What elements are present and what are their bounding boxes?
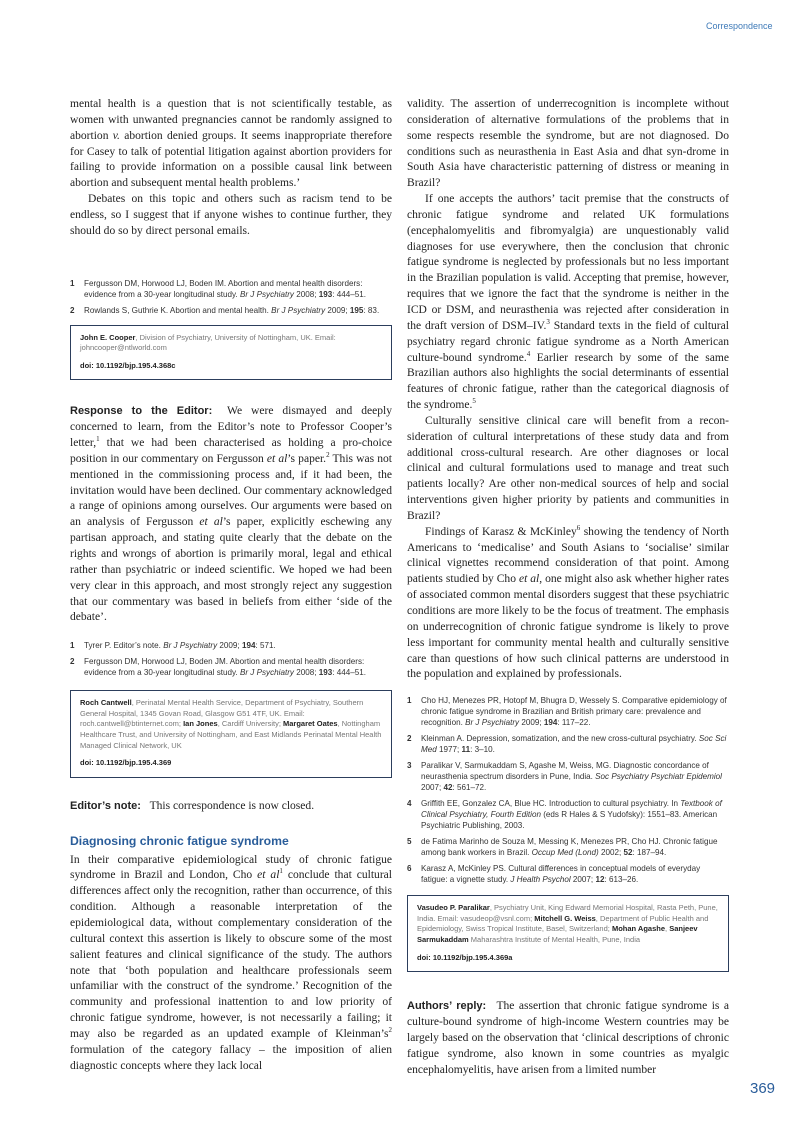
reference-item [407,695,729,728]
text-segment: Soc Sci Med [421,734,727,755]
section-heading: Diagnosing chronic fatigue syndrome [70,833,289,848]
reference-number: 3 [407,761,412,771]
text-segment: Br J Psychiatry [239,668,294,678]
paragraph [70,192,392,240]
text-segment: Maharashtra Institute of Mental Health, Pune, India [468,935,641,944]
text-segment: Occup Med (Lond) [531,848,599,858]
text-segment: showing the tendency of North Americans to ‘medicalise’ and South Asians to ‘socialise’ similar clinical vignettes recommend consideration of that point. Among patients studied by Cho [407,525,729,586]
author-affiliation [80,698,382,751]
reference-number: 2 [70,657,75,667]
text-segment: Mohan Agashe [611,924,666,934]
text-segment: Culturally sensitive clinical care will benefit from a recon-sideration of cultural interpretations of these study data and from additional cross-cultural research. Are other diagnoses or local clinical and cultural formulations used to manage and treat such patients locally? Are other non-medical sources of help and social interventions given higher priority by patients and communities in Brazil? [407,414,729,522]
reference-item [70,305,392,316]
reference-item [70,656,392,678]
text-segment: formulation of the category fallacy – the imposition of alien diagnostic concepts where they lack local [70,1043,392,1072]
editors-note [70,799,392,815]
text-segment: conclude that cultural differences affect only the recognition, rather than occurrence, of this condition. Although a reasonable interpretation of the epidemiological data, without complementary consideration of the cultural context this assertion is likely to obscure some of the most salient features and clinical significance of the study. The authors note that ‘both population and healthcare professionals seem unfamiliar with the construct of the syndrome.’ Recognition of the community and professional inattention to and low priority of chronic fatigue syndrome, however, is not necessarily a failing; it may also be regarded as an updated example of Kleinman’s [70,869,392,1040]
text-segment: 42 [443,783,453,793]
text-segment: ’s paper, explicitly eschewing any partisan approach, and stating quite clearly that the debate on the rights and wrongs of abortion is primarily moral, legal and ethical rather than psychiatric or indeed scientific. We hoped we had been very clear in this approach, and most strongly reject any suggestion that our commentary was based in beliefs from either ‘side of the debate’. [70,516,393,624]
text-segment: Standard texts in the field of cultural psychiatry regard chronic fatigue syndrome as a North American culture-bound syndrome. [407,319,729,364]
text-segment: 193 [318,289,333,299]
text-segment: : 613–26. [604,875,639,885]
text-segment: 2009; [217,641,242,651]
text-segment: The assertion that chronic fatigue syndrome is a culture-bound syndrome of high-income Western countries may be largely based on the observation that ‘clinical descriptions of chronic fatigue syndrome, also known in some countries as myalgic encephalomyelitis, have arisen from a limited number [407,1000,729,1076]
citation-superscript: 1 [96,435,100,444]
text-segment: Rowlands S, Guthrie K. Abortion and mental health. [84,305,272,315]
text-segment: This was not mentioned in the commissioning process and, if it had been, the invitation would have been declined. Our commentary acknowledged a range of opinions among ourselves. Our arguments were based on an analysis of Fergusson [70,452,392,529]
text-segment: : 187–94. [632,848,667,858]
text-segment: Findings of Karasz & McKinley [425,525,577,538]
text-segment: , Perinatal Mental Health Service, Department of Psychiatry, Southern General Hospital, 1345 Govan Road, Glasgow G51 4TF, UK. Email: roch.cantwell@btinternet.com; [80,698,364,729]
paralikar-author-box [407,895,729,972]
text-segment: 193 [318,668,333,678]
text-segment: validity. The assertion of underrecognition is incomplete without consideration of alternative formulations of the problems that in some respects resemble the syndrome, but are not diagnosed. Do conditions such as neurasthenia in East Asia and dhat syn-drome in South Asia have characteristic patterning of distress or meaning in Brazil? [407,98,729,190]
reference-item [70,278,392,300]
paragraph [407,414,729,525]
reference-number: 2 [407,734,412,744]
reference-item [70,640,392,651]
text-segment: Fergusson DM, Horwood LJ, Boden JM. Abortion and mental health disorders: evidence from a 30-year longitudinal study. [84,657,365,678]
response-references [70,640,392,678]
text-segment: Sanjeev Sarmukaddam [417,924,698,944]
text-segment: : 444–51. [332,668,366,678]
text-segment: Griffith EE, Gonzalez CA, Blue HC. Introduction to cultural psychiatry. In [421,799,681,809]
citation-superscript: 3 [546,317,550,326]
text-segment: Roch Cantwell [80,698,132,708]
citation-superscript: 2 [326,451,330,460]
citation-superscript: 1 [279,867,283,876]
reference-item [407,798,729,831]
text-segment: 194 [543,718,558,728]
doi[interactable]: doi: 10.1192/bjp.195.4.369a [417,952,513,962]
cfs-letter-continued [407,97,729,683]
text-segment: Tyrer P. Editor’s note. [84,641,164,651]
response-lead: Response to the Editor: [70,405,213,418]
reply-lead: Authors’ reply: [407,1000,487,1013]
text-segment: ’s paper. [287,452,327,465]
text-segment: Vasudeo P. Paralikar [417,903,490,913]
text-segment: Paralikar V, Sarmukaddam S, Agashe M, Weiss, MG. Diagnostic concordance of neurasthenia spectrum disorders in Pune, India. [421,761,709,782]
text-segment: We were dismayed and deeply concerned to learn, from the Editor’s note to Professor Cooper’s letter, [70,405,392,450]
text-segment: Kleinman A. Depression, somatization, and the new cross-cultural psychiatry. [421,734,699,744]
running-header: Correspondence [706,21,773,31]
text-segment: : 3–10. [470,745,495,755]
cantwell-author-box [70,690,392,778]
text-segment: Karasz A, McKinley PS. Cultural differences in conceptual models of everyday fatigue: a vignette study. [421,864,701,885]
text-segment: 1977; [436,745,462,755]
text-segment: et al [199,516,223,529]
text-segment: de Fatima Marinho de Souza M, Messing K, Menezes PR, Cho HJ. Chronic fatigue among bank workers in Brazil. [421,837,718,858]
reference-number: 4 [407,799,412,809]
text-segment: : 571. [255,641,276,651]
text-segment: John E. Cooper [80,332,136,342]
text-segment: 2007; [421,783,444,793]
text-segment: Br J Psychiatry [163,641,218,651]
reference-number: 6 [407,864,412,874]
text-segment: Debates on this topic and others such as racism tend to be endless, so I suggest that if anyone wishes to continue further, they should do so by direct personal emails. [70,193,392,237]
cooper-letter-text [70,97,392,240]
paragraph [407,97,729,192]
text-segment: (eds R Hales & S Yudofsky): 1551–83. American Psychiatric Publishing, 2003. [421,810,718,831]
authors-reply [407,999,729,1078]
cfs-references [407,695,729,885]
text-segment: Mitchell G. Weiss [534,913,596,923]
text-segment: : 117–22. [557,718,591,728]
text-segment: , Nottingham Healthcare Trust, and University of Nottingham, and East Midlands Perinatal Mental Health Managed Clinical Network, UK [80,719,382,750]
text-segment: Br J Psychiatry [239,289,294,299]
text-segment: Ian Jones [183,719,218,729]
citation-superscript: 6 [576,523,581,532]
text-segment: et al [518,573,540,586]
doi[interactable]: doi: 10.1192/bjp.195.4.369 [80,758,172,768]
text-segment: abortion denied groups. It seems inappropriate therefore for Casey to talk of potential litigation against abortion providers for failing to provide information on a possible causal link between abortion and subsequent mental health problems.’ [70,129,392,190]
reference-item [407,836,729,858]
paragraph [407,525,729,683]
text-segment: , Cardiff University; [217,719,283,729]
citation-superscript: 4 [526,349,531,358]
reference-number: 1 [70,641,75,651]
reference-item [407,863,729,885]
response-to-editor [70,404,392,626]
right-column [407,97,729,1078]
text-segment: et al [257,869,280,882]
text-segment: Fergusson DM, Horwood LJ, Boden IM. Abortion and mental health disorders: evidence from a 30-year longitudinal study. [84,278,363,299]
text-segment: : 561–72. [452,783,487,793]
text-segment: Cho HJ, Menezes PR, Hotopf M, Bhugra D, Wessely S. Comparative epidemiology of chronic fatigue syndrome in Brazilian and British primary care: prevalence and recognition. [421,696,727,728]
paragraph [70,405,392,623]
reference-number: 1 [407,696,412,706]
text-segment: : 444–51. [332,289,366,299]
text-segment: mental health is a question that is not scientifically testable, as women with unwanted pregnancies cannot be randomly assigned to abortion [70,98,392,142]
text-segment: If one accepts the authors’ tacit premise that the constructs of chronic fatigue syndrome and related UK formulations (encephalomyelitis and fibromyalgia) are unquestionably valid diagnoses for use everywhere, then the conclusion that chronic fatigue syndrome is neglected by professionals but no less important in the Brazilian population is valid. Accepting that premise, however, requires that we ignore the fact that the syndrome is neither in the ICD or DSM, and neurasthenia was rejected after consideration in the draft version of DSM–IV. [407,193,729,332]
text-segment: v. [112,129,120,142]
text-segment: Textbook of Clinical Psychiatry, Fourth Edition [421,799,722,820]
text-segment: et al [266,452,288,465]
citation-superscript: 2 [388,1026,392,1035]
editors-note-lead: Editor’s note: [70,799,141,812]
text-segment: 12 [595,875,605,885]
author-affiliation [417,903,719,945]
cooper-references [70,278,392,316]
author-affiliation [80,333,382,354]
text-segment: , Division of Psychiatry, University of Nottingham, UK. Email: johncooper@ntlworld.com [80,332,336,353]
text-segment: that we had been characterised as holding a pro-choice position in our commentary on Fergusson [70,437,392,465]
text-segment: Earlier research by some of the same Brazilian authors also highlights the social determinants of essential features of chronic fatigue, rather than the categorical diagnosis of the syndrome. [407,351,729,412]
editors-note-text: This correspondence is now closed. [149,799,315,812]
text-segment: 2009; [325,305,350,315]
text-segment: , Department of Public Health and Epidemiology, Swiss Tropical Institute, Basel, Switzerland; [417,913,709,934]
text-segment: 194 [241,641,256,651]
text-segment: 2002; [598,848,624,858]
page-number: 369 [750,1080,776,1097]
text-segment: , [665,924,670,934]
cfs-letter-start [70,853,392,1075]
text-segment: 52 [623,848,633,858]
text-segment: J Health Psychol [510,875,571,885]
text-segment: Margaret Oates [282,719,338,729]
text-segment: , Psychiatry Unit, King Edward Memorial Hospital, Rasta Peth, Pune, India. Email: vasudeop@vsnl.com; [417,903,718,923]
left-column [70,97,392,1074]
text-segment: 2007; [570,875,596,885]
reference-number: 1 [70,278,75,288]
text-segment: : 83. [363,305,380,315]
text-segment: Br J Psychiatry [271,305,326,315]
paragraph [70,853,392,1075]
text-segment: 11 [461,745,471,755]
cooper-author-box [70,325,392,381]
text-segment: 195 [349,305,364,315]
text-segment: 2009; [519,718,544,728]
text-segment: 2008; [293,668,319,678]
doi[interactable]: doi: 10.1192/bjp.195.4.368c [80,360,176,370]
text-segment: In their comparative epidemiological study of chronic fatigue syndrome in Brazil and London, Cho [70,853,392,882]
reference-number: 2 [70,305,75,315]
reference-item [407,760,729,793]
reference-number: 5 [407,837,412,847]
text-segment: Soc Psychiatry Psychiatr Epidemiol [595,772,722,782]
text-segment: , one might also ask whether higher rates of associated common mental disorders suggest that these psychiatric conditions are more likely to be the focus of treatment. The emphasis on underrecognition of chronic fatigue syndrome is likely to prove less important for community mental health and culturally sensitive care than questions of how such clinical patterns are understood in the population and explained by professionals. [407,573,730,681]
citation-superscript: 5 [472,397,476,406]
paragraph [70,97,392,192]
text-segment: 2008; [293,289,319,299]
text-segment: Br J Psychiatry [465,718,520,728]
reference-item [407,733,729,755]
paragraph [407,192,729,414]
